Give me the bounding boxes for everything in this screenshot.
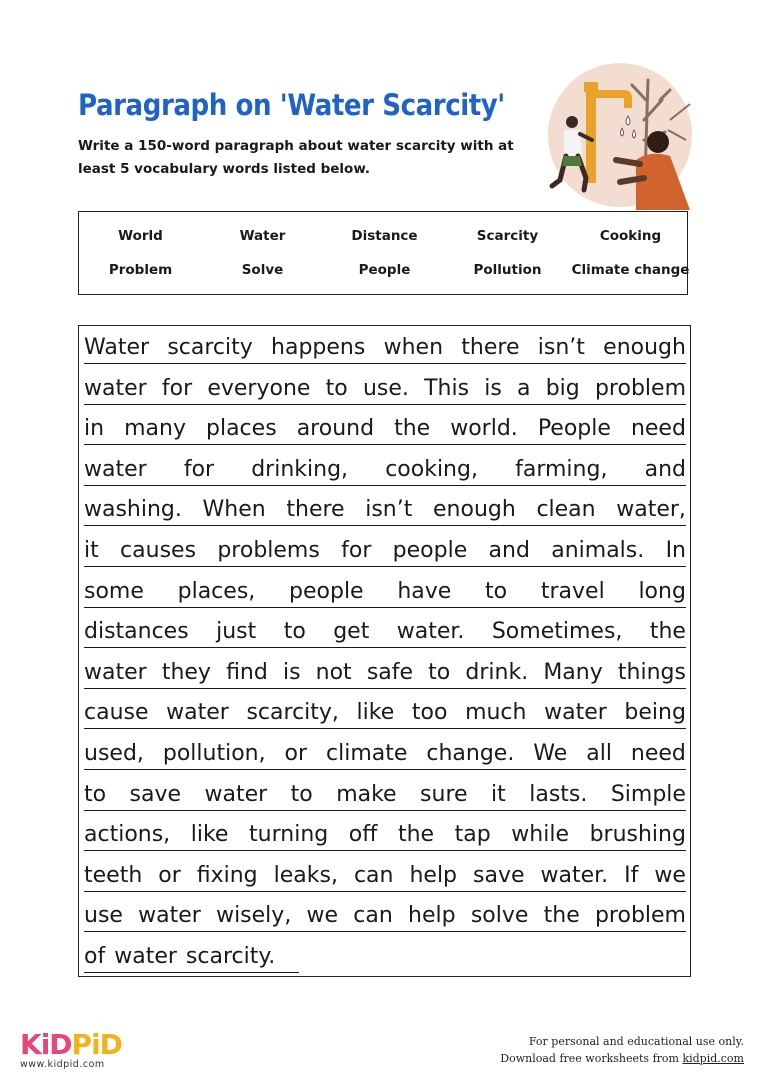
paragraph-word: big [545, 375, 580, 401]
paragraph-word: This [424, 375, 470, 401]
paragraph-word: some [84, 578, 144, 604]
paragraph-word: use [84, 903, 123, 929]
paragraph-word: to [325, 375, 348, 401]
writing-rule [84, 688, 686, 689]
paragraph-word: climate [326, 741, 408, 766]
paragraph-word: animals. [551, 538, 645, 563]
kidpid-logo [20, 1030, 122, 1070]
paragraph-word: Sometimes, [491, 619, 623, 645]
paragraph-word: teeth [84, 862, 143, 888]
paragraph-word: save [473, 862, 525, 888]
paragraph-word: drink. [465, 659, 529, 685]
paragraph-line [84, 695, 686, 731]
logo-pid: PiD [71, 1028, 122, 1061]
paragraph-word: travel [540, 578, 605, 604]
paragraph-word: is [484, 375, 502, 401]
writing-rule [84, 525, 686, 526]
paragraph-word: scarcity, [246, 700, 339, 726]
paragraph-word: Simple [610, 781, 686, 807]
paragraph-word: help [408, 903, 456, 929]
paragraph-line [84, 817, 686, 853]
paragraph-word: make [336, 781, 397, 807]
paragraph-word: world. [450, 416, 518, 442]
paragraph-word: If [624, 862, 639, 888]
paragraph-word: leaks, [273, 862, 338, 888]
writing-rule [84, 607, 686, 608]
writing-rule [84, 566, 686, 567]
paragraph-word: long [638, 578, 686, 604]
paragraph-word: there [461, 335, 520, 360]
paragraph-word: isn’t [365, 497, 413, 523]
paragraph-line [84, 614, 686, 650]
paragraph-line [84, 939, 686, 975]
paragraph-word: for [183, 456, 215, 482]
paragraph-word: farming, [515, 456, 608, 482]
paragraph-word: washing. [84, 497, 182, 523]
paragraph-word: problems [217, 538, 320, 563]
writing-rule [84, 891, 686, 892]
writing-rule [84, 972, 299, 973]
logo-kid: KiD [20, 1028, 72, 1061]
paragraph-word: all [586, 741, 612, 766]
vocab-word: World [118, 228, 163, 244]
paragraph-word: there [286, 497, 345, 523]
paragraph-word: People [537, 416, 611, 442]
writing-rule [84, 810, 686, 811]
paragraph-line [84, 452, 686, 488]
paragraph-box [78, 325, 691, 977]
paragraph-word: problem [594, 375, 686, 401]
paragraph-line [84, 736, 686, 772]
paragraph-word: while [511, 822, 569, 848]
writing-rule [84, 404, 686, 405]
paragraph-word: in [84, 416, 105, 442]
paragraph-word: can [353, 903, 393, 929]
paragraph-word: wisely, [216, 903, 292, 929]
paragraph-word: Water [84, 335, 150, 360]
writing-rule [84, 850, 686, 851]
paragraph-word: it [491, 781, 506, 807]
instructions-text: Write a 150-word paragraph about water scarcity with at least 5 vocabulary words listed below. [78, 138, 514, 177]
paragraph-word: actions, [84, 822, 171, 848]
writing-rule [84, 728, 686, 729]
paragraph-word: scarcity. [185, 944, 276, 969]
paragraph-word: like [190, 822, 229, 848]
paragraph-word: scarcity [167, 335, 253, 360]
page-title: Paragraph on 'Water Scarcity' [78, 88, 505, 122]
paragraph-word: water [204, 781, 268, 807]
paragraph-word: turning [249, 822, 329, 848]
paragraph-line [84, 777, 686, 813]
paragraph-line [84, 533, 686, 569]
paragraph-word: a [517, 375, 531, 401]
paragraph-word: everyone [207, 375, 311, 401]
paragraph-word: much [465, 700, 527, 726]
paragraph-line [84, 574, 686, 610]
paragraph-line [84, 655, 686, 691]
vocab-word: Solve [241, 262, 284, 278]
paragraph-word: not [315, 659, 352, 685]
paragraph-word: can [353, 862, 394, 888]
paragraph-word: water [166, 700, 229, 726]
paragraph-word: to [428, 659, 451, 685]
paragraph-word: for [341, 538, 372, 563]
footer-line-2: Download free worksheets from [500, 1052, 683, 1065]
paragraph-word: and [488, 538, 530, 563]
paragraph-word: we [654, 862, 686, 888]
paragraph-line [84, 898, 686, 934]
writing-rule [84, 647, 686, 648]
paragraph-word: Many [543, 659, 603, 685]
paragraph-line [84, 492, 686, 528]
paragraph-word: it [84, 538, 99, 563]
paragraph-word: We [533, 741, 568, 766]
paragraph-word: water [84, 456, 147, 482]
footer-notice [500, 1033, 744, 1067]
paragraph-word: to [485, 578, 508, 604]
paragraph-word: water, [616, 497, 686, 523]
vocab-word: Scarcity [476, 228, 539, 244]
paragraph-word: places [206, 416, 277, 442]
paragraph-line [84, 371, 686, 407]
paragraph-line [84, 330, 686, 366]
paragraph-word: things [617, 659, 686, 685]
vocab-word: People [358, 262, 411, 278]
vocab-word: Water [239, 228, 286, 244]
paragraph-word: safe [366, 659, 414, 685]
paragraph-word: the [543, 903, 580, 929]
paragraph-word: we [306, 903, 339, 929]
paragraph-word: for [161, 375, 193, 401]
paragraph-word: isn’t [537, 335, 585, 360]
paragraph-word: they [161, 659, 211, 685]
paragraph-word: the [397, 822, 435, 848]
paragraph-word: or [158, 862, 181, 888]
paragraph-word: save [129, 781, 182, 807]
paragraph-word: water. [540, 862, 609, 888]
paragraph-word: is [282, 659, 301, 685]
paragraph-word: causes [120, 538, 197, 563]
vocab-word: Climate change [571, 262, 690, 278]
paragraph-word: like [356, 700, 395, 726]
paragraph-word: find [226, 659, 268, 685]
paragraph-word: have [397, 578, 452, 604]
paragraph-word: drinking, [251, 456, 349, 482]
vocab-word: Problem [108, 262, 173, 278]
paragraph-word: cooking, [385, 456, 478, 482]
writing-rule [84, 931, 686, 932]
paragraph-word: get [333, 619, 370, 645]
paragraph-word: water [84, 375, 147, 401]
paragraph-word: fixing [196, 862, 258, 888]
writing-rule [84, 363, 686, 364]
vocab-word: Distance [351, 228, 418, 244]
paragraph-word: clean [536, 497, 596, 523]
vocab-word: Pollution [473, 262, 542, 278]
vocabulary-box [78, 211, 688, 295]
paragraph-word: need [630, 741, 686, 766]
paragraph-word: use. [362, 375, 409, 401]
paragraph-word: pollution, [162, 741, 266, 766]
paragraph-word: when [383, 335, 444, 360]
paragraph-word: enough [603, 335, 686, 360]
paragraph-word: help [409, 862, 458, 888]
paragraph-word: brushing [589, 822, 686, 848]
paragraph-word: people [289, 578, 364, 604]
paragraph-word: just [216, 619, 257, 645]
paragraph-word: and [644, 456, 686, 482]
paragraph-word: off [348, 822, 378, 848]
logo-url: www.kidpid.com [20, 1059, 105, 1070]
paragraph-word: In [665, 538, 686, 563]
paragraph-word: happens [271, 335, 366, 360]
paragraph-word: lasts. [529, 781, 588, 807]
writing-rule [84, 444, 686, 445]
paragraph-word: enough [433, 497, 516, 523]
paragraph-line [84, 411, 686, 447]
paragraph-word: to [84, 781, 107, 807]
writing-rule [84, 769, 686, 770]
paragraph-word: When [202, 497, 266, 523]
footer-link[interactable]: kidpid.com [682, 1052, 744, 1065]
paragraph-word: water [138, 903, 201, 929]
footer-line-1: For personal and educational use only. [528, 1035, 744, 1048]
paragraph-word: the [394, 416, 431, 442]
paragraph-word: problem [594, 903, 686, 929]
paragraph-word: distances [84, 619, 189, 645]
paragraph-word: places, [177, 578, 256, 604]
paragraph-word: of [84, 944, 106, 969]
paragraph-word: need [630, 416, 686, 442]
paragraph-word: water [114, 944, 177, 969]
paragraph-word: around [296, 416, 375, 442]
paragraph-word: sure [420, 781, 468, 807]
paragraph-word: cause [84, 700, 149, 726]
paragraph-word: water [544, 700, 607, 726]
writing-rule [84, 485, 686, 486]
paragraph-word: used, [84, 741, 144, 766]
water-scarcity-illustration-icon [540, 60, 700, 210]
paragraph-word: many [124, 416, 186, 442]
vocab-word: Cooking [599, 228, 662, 244]
paragraph-word: the [649, 619, 686, 645]
paragraph-word: solve [470, 903, 529, 929]
paragraph-word: change. [426, 741, 515, 766]
paragraph-word: being [624, 700, 686, 726]
paragraph-word: too [411, 700, 448, 726]
paragraph-word: to [290, 781, 313, 807]
paragraph-line [84, 858, 686, 894]
paragraph-word: water [84, 659, 147, 685]
paragraph-word: or [284, 741, 308, 766]
paragraph-word: tap [454, 822, 491, 848]
paragraph-word: to [283, 619, 306, 645]
paragraph-word: people [392, 538, 468, 563]
paragraph-word: water. [396, 619, 465, 645]
